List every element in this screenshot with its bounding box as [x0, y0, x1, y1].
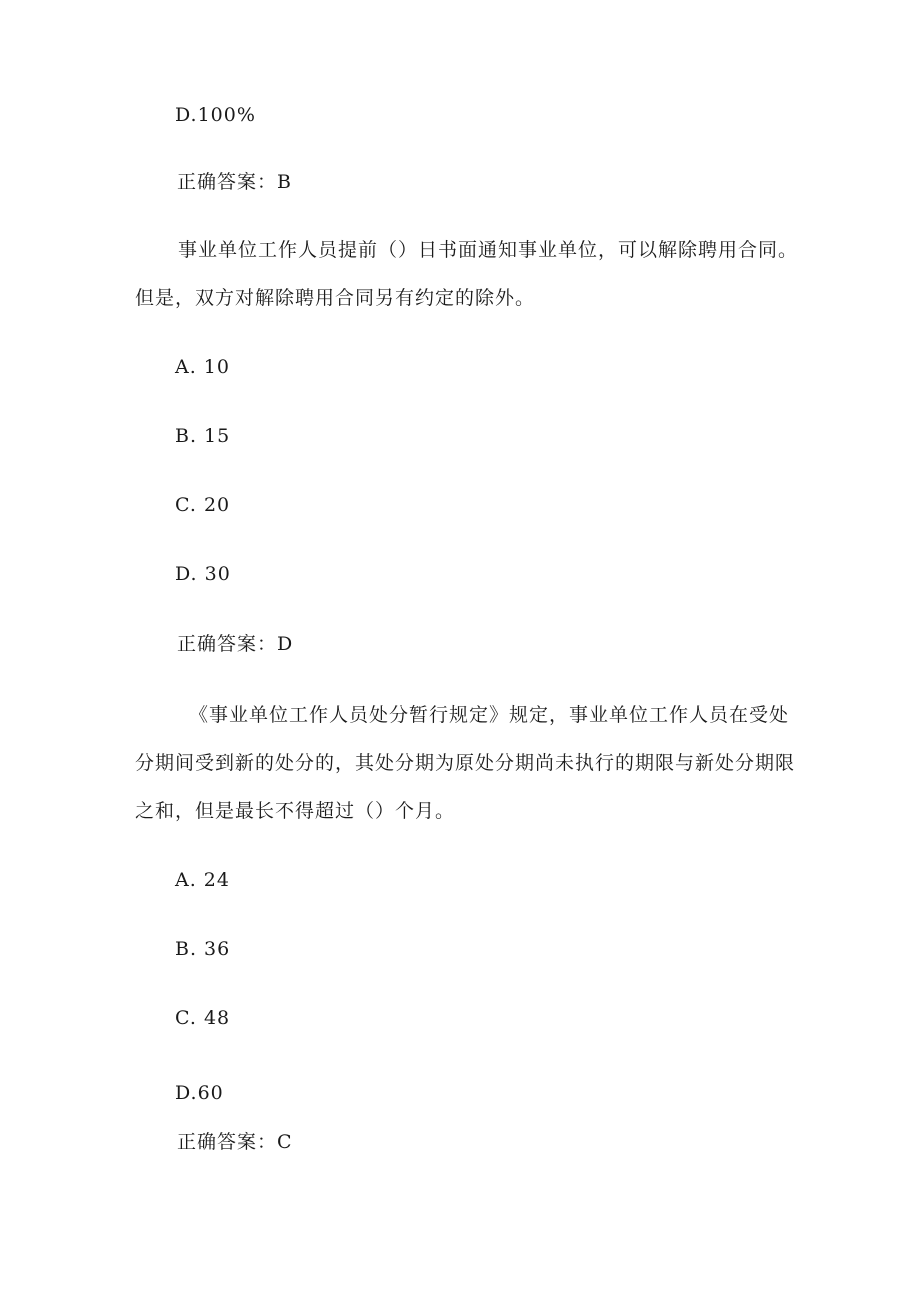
- q1-option-b: B. 15: [175, 425, 231, 447]
- q2-option-b: B. 36: [175, 938, 231, 960]
- q0-option-d: D.100%: [175, 104, 256, 126]
- q1-answer: 正确答案：D: [177, 633, 294, 655]
- q0-answer: 正确答案：B: [177, 171, 292, 193]
- q2-answer: 正确答案：C: [177, 1131, 293, 1153]
- q2-option-d: D.60: [175, 1082, 224, 1104]
- q1-option-d: D. 30: [175, 563, 231, 585]
- q2-stem-line2: 分期间受到新的处分的，其处分期为原处分期尚未执行的期限与新处分期限: [135, 752, 796, 774]
- q2-stem-line1: 《事业单位工作人员处分暂行规定》规定，事业单位工作人员在受处: [189, 704, 790, 726]
- q1-option-c: C. 20: [175, 494, 231, 516]
- q2-stem-line3: 之和，但是最长不得超过（）个月。: [135, 800, 456, 822]
- q2-option-a: A. 24: [175, 869, 230, 891]
- q1-stem-line1: 事业单位工作人员提前（）日书面通知事业单位，可以解除聘用合同。: [178, 239, 799, 261]
- q1-stem-line2: 但是，双方对解除聘用合同另有约定的除外。: [135, 287, 536, 309]
- q1-option-a: A. 10: [175, 356, 230, 378]
- q2-option-c: C. 48: [175, 1007, 231, 1029]
